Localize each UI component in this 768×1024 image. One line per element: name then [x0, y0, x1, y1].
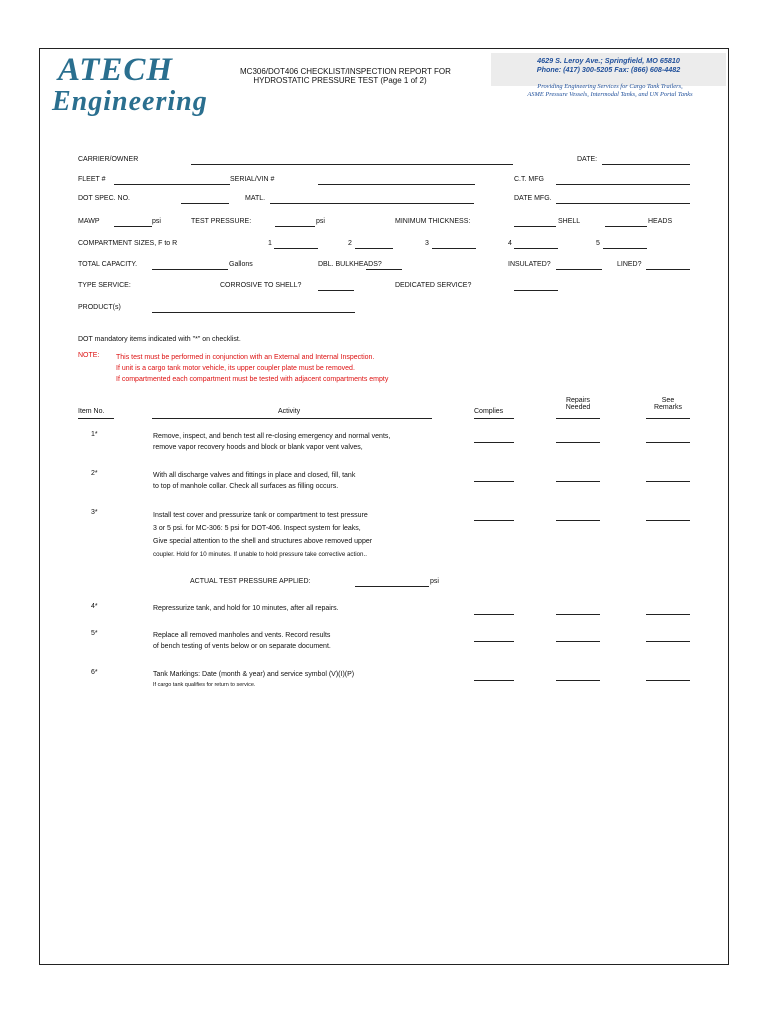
datemfg-label: DATE MFG. — [514, 195, 552, 202]
col-activity-header: Activity — [278, 408, 301, 415]
item-number: 4* — [91, 603, 98, 610]
col-item-underline — [78, 418, 114, 419]
lined-field[interactable] — [646, 269, 690, 270]
col-repairs-header: Repairs Needed — [565, 397, 591, 411]
mandatory-note: DOT mandatory items indicated with "*" on checklist. — [78, 336, 241, 343]
serial-field[interactable] — [318, 184, 475, 185]
comp-5-label: 5 — [596, 240, 600, 247]
comp-1-label: 1 — [268, 240, 272, 247]
psi-unit-2: psi — [316, 218, 325, 225]
complies-field[interactable] — [474, 520, 514, 521]
note-label: NOTE: — [78, 352, 100, 359]
psi-unit: psi — [152, 218, 161, 225]
repairs-needed-field[interactable] — [556, 442, 600, 443]
contact-box — [491, 53, 726, 86]
repairs-needed-field[interactable] — [556, 614, 600, 615]
dotspec-field[interactable] — [181, 203, 229, 204]
comp-4-label: 4 — [508, 240, 512, 247]
col-repairs-underline — [556, 418, 600, 419]
note-text: This test must be performed in conjunction with an External and Internal Inspection. If unit is a cargo tank motor vehicle, its upper coupler plate must be removed. If compartmented each compartment must be tested with adjacent compartments empty — [116, 354, 389, 383]
repairs-needed-field[interactable] — [556, 481, 600, 482]
totalcap-field[interactable] — [152, 269, 228, 270]
col-activity-underline — [152, 418, 432, 419]
complies-field[interactable] — [474, 680, 514, 681]
comp-3-label: 3 — [425, 240, 429, 247]
totalcap-label: TOTAL CAPACITY. — [78, 261, 138, 268]
complies-field[interactable] — [474, 641, 514, 642]
repairs-needed-field[interactable] — [556, 680, 600, 681]
activity-line: 3 or 5 psi. for MC-306: 5 psi for DOT-406. Inspect system for leaks, — [153, 525, 361, 532]
see-remarks-field[interactable] — [646, 442, 690, 443]
fleet-field[interactable] — [114, 184, 230, 185]
lined-label: LINED? — [617, 261, 642, 268]
carrier-label: CARRIER/OWNER — [78, 156, 139, 163]
carrier-field[interactable] — [191, 164, 513, 165]
activity-line: Give special attention to the shell and structures above removed upper — [153, 538, 373, 545]
ctmfg-label: C.T. MFG — [514, 176, 544, 183]
gallons-unit: Gallons — [229, 261, 253, 268]
actual-pressure-field[interactable] — [355, 586, 429, 587]
activity-text — [153, 470, 355, 492]
form-page — [39, 48, 729, 965]
logo: ATECH — [58, 52, 174, 88]
corrosive-label: CORROSIVE TO SHELL? — [220, 282, 302, 289]
date-label: DATE: — [577, 156, 598, 163]
col-complies-underline — [474, 418, 514, 419]
ctmfg-field[interactable] — [556, 184, 690, 185]
comp-4-field[interactable] — [514, 248, 558, 249]
activity-line: of bench testing of vents below or on separate document. — [153, 643, 331, 650]
comp-1-field[interactable] — [274, 248, 318, 249]
date-field[interactable] — [602, 164, 690, 165]
product-label: PRODUCT(s) — [78, 304, 121, 311]
heads-thickness-field[interactable] — [605, 226, 647, 227]
repairs-needed-field[interactable] — [556, 520, 600, 521]
dblbulk-field[interactable] — [366, 269, 402, 270]
shell-thickness-field[interactable] — [514, 226, 556, 227]
complies-field[interactable] — [474, 614, 514, 615]
dotspec-label: DOT SPEC. NO. — [78, 195, 130, 202]
datemfg-field[interactable] — [556, 203, 690, 204]
activity-text — [153, 669, 354, 691]
mawp-label: MAWP — [78, 218, 100, 225]
matl-field[interactable] — [270, 203, 474, 204]
actual-pressure-unit: psi — [430, 578, 439, 585]
item-number: 5* — [91, 630, 98, 637]
actual-pressure-label: ACTUAL TEST PRESSURE APPLIED: — [190, 578, 311, 585]
tagline: Providing Engineering Services for Cargo Tank Trailers, ASME Pressure Vessels, Intermodal Tanks, and UN Portal Tanks — [527, 83, 693, 98]
see-remarks-field[interactable] — [646, 641, 690, 642]
col-see-header: See Remarks — [653, 397, 682, 411]
item-number: 6* — [91, 669, 98, 676]
comp-5-field[interactable] — [603, 248, 647, 249]
see-remarks-field[interactable] — [646, 680, 690, 681]
shell-label: SHELL — [558, 218, 581, 225]
activity-line: Replace all removed manholes and vents. Record results — [153, 632, 331, 639]
testpressure-field[interactable] — [275, 226, 315, 227]
compsizes-label: COMPARTMENT SIZES, F to R — [78, 240, 178, 247]
activity-text — [153, 630, 331, 652]
matl-label: MATL. — [245, 195, 266, 202]
fleet-label: FLEET # — [78, 176, 106, 183]
serial-label: SERIAL/VIN # — [230, 176, 275, 183]
see-remarks-field[interactable] — [646, 481, 690, 482]
form-title: MC306/DOT406 CHECKLIST/INSPECTION REPORT FOR HYDROSTATIC PRESSURE TEST (Page 1 of 2) — [240, 67, 451, 85]
item-number: 3* — [91, 509, 98, 516]
typeservice-label: TYPE SERVICE: — [78, 282, 131, 289]
activity-line: remove vapor recovery hoods and block or blank vapor vent valves, — [153, 444, 363, 451]
activity-line: If cargo tank qualifies for return to service. — [153, 682, 256, 688]
col-item-header: Item No. — [78, 408, 105, 415]
dedicated-field[interactable] — [514, 290, 558, 291]
activity-line: Remove, inspect, and bench test all re-closing emergency and normal vents, — [153, 433, 391, 440]
insulated-label: INSULATED? — [508, 261, 551, 268]
complies-field[interactable] — [474, 481, 514, 482]
activity-line: With all discharge valves and fittings in place and closed, fill, tank — [153, 472, 356, 479]
item-number: 2* — [91, 470, 98, 477]
see-remarks-field[interactable] — [646, 520, 690, 521]
col-complies-header: Complies — [474, 408, 504, 415]
address: 4629 S. Leroy Ave.; Springfield, MO 65810 — [537, 56, 680, 65]
comp-2-field[interactable] — [355, 248, 393, 249]
testpressure-label: TEST PRESSURE: — [191, 218, 252, 225]
phone: Phone: (417) 300-5205 Fax: (866) 608-4482 — [536, 65, 681, 74]
comp-2-label: 2 — [348, 240, 352, 247]
minthick-label: MINIMUM THICKNESS: — [395, 218, 471, 225]
activity-text — [153, 509, 372, 561]
activity-line: coupler. Hold for 10 minutes. If unable to hold pressure take corrective action.. — [153, 551, 367, 558]
activity-text — [153, 603, 339, 614]
activity-line: Install test cover and pressurize tank or compartment to test pressure — [153, 512, 368, 519]
heads-label: HEADS — [648, 218, 673, 225]
dblbulk-label: DBL. BULKHEADS? — [318, 261, 382, 268]
col-see-underline — [646, 418, 690, 419]
complies-field[interactable] — [474, 442, 514, 443]
product-field[interactable] — [152, 312, 355, 313]
mawp-field[interactable] — [114, 226, 152, 227]
item-number: 1* — [91, 431, 98, 438]
activity-line: Repressurize tank, and hold for 10 minutes, after all repairs. — [153, 605, 339, 612]
insulated-field[interactable] — [556, 269, 602, 270]
activity-line: Tank Markings: Date (month & year) and service symbol (V)(I)(P) — [153, 671, 355, 678]
corrosive-field[interactable] — [318, 290, 354, 291]
comp-3-field[interactable] — [432, 248, 476, 249]
dedicated-label: DEDICATED SERVICE? — [395, 282, 472, 289]
logo-subtitle: Engineering — [52, 86, 208, 117]
see-remarks-field[interactable] — [646, 614, 690, 615]
activity-line: to top of manhole collar. Check all surfaces as filling occurs. — [153, 483, 339, 490]
activity-text — [153, 431, 390, 453]
repairs-needed-field[interactable] — [556, 641, 600, 642]
